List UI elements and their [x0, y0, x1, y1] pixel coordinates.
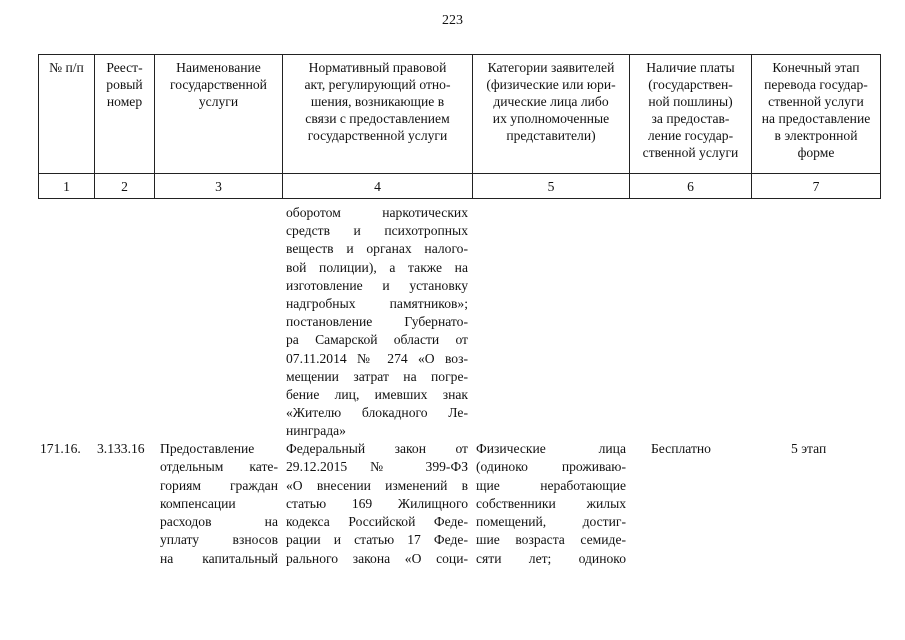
- column-number: 2: [95, 174, 155, 199]
- column-number: 3: [155, 174, 283, 199]
- column-number: 6: [630, 174, 752, 199]
- row-service-name: Предоставление отдельным кате- гориям граждан компенсации расходов на уплату взносов на капитальный: [160, 441, 278, 566]
- header-cell-service-name: Наименование государственной услуги: [155, 55, 283, 174]
- header-cell-number: № п/п: [39, 55, 95, 174]
- page-number: 223: [442, 13, 463, 28]
- row-final-stage: 5 этап: [791, 441, 827, 456]
- header-cell-legal-act: Нормативный правовой акт, регулирующий отно- шения, возникающие в связи с предоставлением государственной услуги: [283, 55, 473, 174]
- row-applicant-categories: Физические лица (одиноко проживаю- щие неработающие собственники жилых помещений, достиг- шие возраста семиде- сяти лет; одиноко: [476, 441, 626, 566]
- row-legal-act: Федеральный закон от 29.12.2015 № 399-ФЗ «О внесении изменений в статью 169 Жилищного кодекса Российской Феде- рации и статью 17 Феде- рального закона «О соци-: [286, 441, 468, 566]
- legal-act-continuation: оборотом наркотических средств и психотропных веществ и органах налого- вой полиции), а также на изготовление и установку надгробных памятников»; постановление Губернато- ра Самарской области от 07.11.2014 № 274 «О воз- мещении затрат на погре- бение лиц, имевших знак «Жителю блокадного Ле- нинграда»: [286, 205, 468, 439]
- services-table-header: [38, 54, 881, 199]
- column-number: 4: [283, 174, 473, 199]
- column-number: 5: [473, 174, 630, 199]
- header-cell-payment: Наличие платы (государствен- ной пошлины) за предостав- ление государ- ственной услуги: [630, 55, 752, 174]
- column-number: 1: [39, 174, 95, 199]
- row-registry-number: 3.133.16: [97, 441, 145, 456]
- row-number: 171.16.: [40, 441, 81, 456]
- header-row: [39, 55, 881, 174]
- column-number: 7: [752, 174, 881, 199]
- header-cell-registry: Реест- ровый номер: [95, 55, 155, 174]
- header-cell-applicants: Категории заявителей (физические или юри- дические лица либо их уполномоченные представители): [473, 55, 630, 174]
- row-payment: Бесплатно: [651, 441, 711, 456]
- header-cell-final-stage: Конечный этап перевода государ- ственной услуги на предоставление в электронной форме: [752, 55, 881, 174]
- column-number-row: [39, 174, 881, 199]
